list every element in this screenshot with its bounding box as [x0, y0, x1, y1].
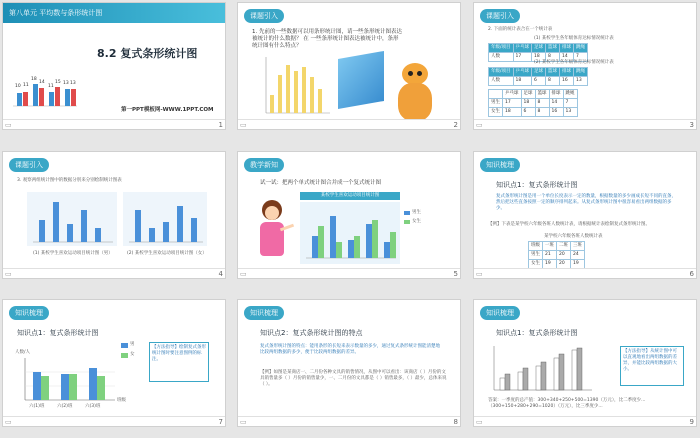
knowledge-point-title: 知识点2：复式条形统计图的特点 — [260, 329, 363, 337]
bar-label: 13 — [63, 81, 69, 86]
table-header: 足球 — [521, 90, 535, 99]
table-cell: 17 — [513, 53, 532, 62]
quarterly-bar-chart — [490, 344, 594, 394]
table-cell: 8 — [535, 99, 549, 108]
table-header: 篮球 — [535, 90, 549, 99]
slide-icon: ▭ — [240, 121, 247, 129]
slide-number: 9 — [689, 418, 694, 426]
x-tick-label: 六(3)班 — [85, 404, 101, 409]
single-bar-chart-male — [27, 192, 117, 246]
slide-thumbnail-1[interactable] — [2, 2, 226, 130]
table-cell: 13 — [574, 77, 588, 86]
slide-footer — [238, 416, 461, 426]
table-header: 篮球 — [546, 44, 560, 53]
chart-legend — [121, 342, 135, 358]
teacher-illustration — [252, 200, 292, 264]
knowledge-point-title: 知识点1：复式条形统计图 — [496, 181, 578, 189]
slide-thumbnail-5[interactable] — [237, 151, 461, 279]
slide-icon: ▭ — [240, 418, 247, 426]
table-cell: 18 — [532, 53, 546, 62]
table-header — [489, 90, 503, 99]
bar-label: 15 — [55, 80, 61, 85]
table-cell: 18 — [521, 99, 535, 108]
slide-number: 3 — [689, 121, 694, 129]
slide-icon: ▭ — [5, 121, 12, 129]
slide-number: 7 — [218, 418, 223, 426]
section-header: 知识梳理 — [9, 306, 49, 320]
question-text: 1. 先前的一些数据可以用条形统计图，请一些条形统计图表达被统计的什么数据？ 在 一些条形统计图表达被统计中，条形统计图有什么特点？ — [252, 29, 402, 49]
legend-female: 女生 — [412, 219, 421, 224]
footer-watermark: 第一PPT模板网-WWW.1PPT.COM — [121, 107, 214, 113]
x-axis-label: 班级 — [117, 398, 126, 403]
slide-icon: ▭ — [476, 121, 483, 129]
table-header: 二班 — [557, 242, 571, 251]
slide-icon: ▭ — [240, 270, 247, 278]
chart-caption: (2) 某校学生喜欢运动项目统计图（女） — [127, 251, 207, 256]
bar-label: 10 — [15, 84, 21, 89]
slide-icon: ▭ — [476, 418, 483, 426]
slide-footer — [3, 268, 226, 278]
table-header: 年级/项目 — [489, 44, 514, 53]
table-cell: 16 — [560, 77, 574, 86]
section-header: 教学新知 — [244, 158, 284, 172]
table-cell: 女生 — [529, 260, 543, 269]
table-cell: 6 — [521, 108, 535, 117]
section-header: 知识梳理 — [244, 306, 284, 320]
cartoon-cat-illustration — [394, 63, 434, 123]
section-header: 课题引入 — [244, 9, 284, 23]
table-cell: 8 — [546, 53, 560, 62]
table-cell: 男生 — [489, 99, 503, 108]
table-caption: (1) 某校学生各年级体育达标情况统计表 — [534, 36, 614, 41]
chart-caption: (1) 某校学生喜欢运动项目统计图（男） — [33, 251, 113, 256]
slide-icon: ▭ — [476, 270, 483, 278]
slide-thumbnail-6[interactable] — [473, 151, 697, 279]
legend-male: 男生 — [412, 210, 421, 215]
table-cell: 16 — [549, 108, 563, 117]
table-cell: 18 — [503, 108, 522, 117]
sample-bar-chart — [262, 55, 332, 115]
table-cell: 14 — [560, 53, 574, 62]
table-header: 乒乓球 — [513, 68, 532, 77]
section-header: 知识梳理 — [480, 306, 520, 320]
slide-number: 2 — [453, 121, 458, 129]
table-cell: 18 — [513, 77, 532, 86]
table-caption: (2) 某校学生各年级体育达标情况统计表 — [534, 60, 614, 65]
slide-number: 6 — [689, 270, 694, 278]
table-cell: 24 — [571, 251, 585, 260]
question-text: 2. 下面的统计表合在一个统计表 — [488, 27, 553, 32]
slide-number: 8 — [453, 418, 458, 426]
table-cell: 7 — [574, 53, 588, 62]
section-header: 课题引入 — [9, 158, 49, 172]
slide-footer — [3, 416, 226, 426]
slide-thumbnail-3[interactable] — [473, 2, 697, 130]
slide-icon: ▭ — [5, 270, 12, 278]
table-cell: 17 — [503, 99, 522, 108]
feature-paragraph: 复式条形统计图的特点：能用条形的长短来表示数量的多少，通过复式条形统计图能清楚地比较两组数据的多少，便于比较两组数据的差异。 — [260, 344, 440, 355]
table-header: 跳绳 — [574, 44, 588, 53]
legend-female: 女 — [130, 352, 135, 357]
slide-number: 5 — [453, 270, 458, 278]
slide-title: 8.2 复式条形统计图 — [97, 47, 198, 60]
table-header: 排球 — [560, 68, 574, 77]
table-header: 篮球 — [546, 68, 560, 77]
method-note-box: 【方法指导】绘制复式条形统计图时要注意图例的标注。 — [149, 342, 209, 382]
class-bar-chart — [21, 356, 117, 404]
section-header: 知识梳理 — [480, 158, 520, 172]
slide-thumbnail-9[interactable] — [473, 299, 697, 427]
y-axis-label: 人数/人 — [15, 350, 31, 355]
table-cell: 女生 — [489, 108, 503, 117]
table-cell: 人数 — [489, 53, 514, 62]
slide-number: 4 — [218, 270, 223, 278]
single-bar-chart-female — [123, 192, 207, 246]
table-header: 一班 — [543, 242, 557, 251]
knowledge-point-title: 知识点1：复式条形统计图 — [17, 329, 99, 337]
stats-table-2 — [488, 67, 588, 86]
legend-male: 男 — [130, 342, 135, 347]
table-header: 跳绳 — [563, 90, 577, 99]
chart-legend — [404, 210, 421, 225]
question-text: 3. 观察两组统计图中的数据分别来分别绘制统计图表 — [17, 178, 122, 183]
table-caption: 某学校六年级各班人数统计表 — [544, 234, 603, 239]
slide-footer — [238, 119, 461, 129]
slide-footer — [474, 268, 697, 278]
table-cell: 8 — [535, 108, 549, 117]
slide-thumbnail-4[interactable] — [2, 151, 226, 279]
table-header: 乒乓球 — [513, 44, 532, 53]
sample-bar-chart — [11, 77, 79, 107]
combined-bar-chart — [300, 202, 400, 264]
table-cell: 8 — [546, 77, 560, 86]
chart-title-bar: 某校学生喜欢运动项目统计图 — [300, 192, 400, 200]
table-header: 跳绳 — [574, 68, 588, 77]
table-header: 排球 — [560, 44, 574, 53]
table-cell: 7 — [563, 99, 577, 108]
table-header: 年级/项目 — [489, 68, 514, 77]
slide-footer — [474, 119, 697, 129]
table-cell: 14 — [549, 99, 563, 108]
shopping-cart-illustration — [338, 51, 384, 109]
stats-table-combined — [488, 89, 578, 117]
table-cell: 20 — [557, 260, 571, 269]
table-header: 足球 — [532, 44, 546, 53]
bar-label: 13 — [70, 81, 76, 86]
table-header: 乒乓球 — [503, 90, 522, 99]
class-stats-table — [528, 241, 585, 269]
slide-footer — [238, 268, 461, 278]
table-header: 排球 — [549, 90, 563, 99]
bar-label: 11 — [48, 84, 54, 89]
slide-thumbnail-7[interactable] — [2, 299, 226, 427]
table-cell: 19 — [543, 260, 557, 269]
definition-paragraph: 复式条形统计图是用一个单位长度表示一定的数量，根据数量的多少画成长短不同的直条，然后把这些直条按照一定的顺序排列起来。从复式条形统计图中很容易看出两组数据的多少。 — [496, 194, 676, 211]
example-text: 【例】如图是某商店一、二月份各种文具的销售情况，从图中可以看出：该商店（ ）月份的文具销售量多（ ）月份的销售量少，一、二月份的文具都是（ ）销售最多，（ ）最少，总体来说（ ）。 — [260, 370, 447, 387]
slide-footer — [3, 119, 226, 129]
section-header: 课题引入 — [480, 9, 520, 23]
slide-number: 1 — [218, 121, 223, 129]
table-cell: 男生 — [529, 251, 543, 260]
slide-footer — [474, 416, 697, 426]
table-header: 三班 — [571, 242, 585, 251]
table-cell: 21 — [543, 251, 557, 260]
slide-thumbnail-2[interactable] — [237, 2, 461, 130]
bar-chart-svg — [262, 55, 332, 115]
instruction-text: 试一试：把两个单式统计图合并成一个复式统计图 — [260, 180, 382, 186]
table-cell: 20 — [557, 251, 571, 260]
bar-label: 11 — [23, 83, 29, 88]
method-note-box: 【方法指导】从统计图中可以直观地看出两组数据的差异，并能比较两组数据的大小。 — [620, 346, 684, 386]
bar-label: 14 — [39, 80, 45, 85]
answer-text: 答案：一季度的总产值：300+340+250+500=1390（万元），比二季度少...（300+150+280+290=1020）（万元），比三季度少... — [488, 398, 646, 409]
banner-text: 第八单元 平均数与条形统计图 — [9, 9, 103, 17]
x-tick-label: 六(1)班 — [29, 404, 45, 409]
x-tick-label: 六(2)班 — [57, 404, 73, 409]
table-header: 班级 — [529, 242, 543, 251]
table-cell: 19 — [571, 260, 585, 269]
table-header: 足球 — [532, 68, 546, 77]
slide-thumbnail-8[interactable] — [237, 299, 461, 427]
table-cell: 13 — [563, 108, 577, 117]
table-cell: 人数 — [489, 77, 514, 86]
knowledge-point-title: 知识点1：复式条形统计图 — [496, 329, 578, 337]
slide-icon: ▭ — [5, 418, 12, 426]
example-text: 【例】下表是某学校六年级各班人数统计表，请根据统计表绘制复式条形统计图。 — [488, 222, 650, 227]
table-cell: 6 — [532, 77, 546, 86]
bar-label: 18 — [31, 77, 37, 82]
bar-chart-svg — [11, 83, 79, 107]
